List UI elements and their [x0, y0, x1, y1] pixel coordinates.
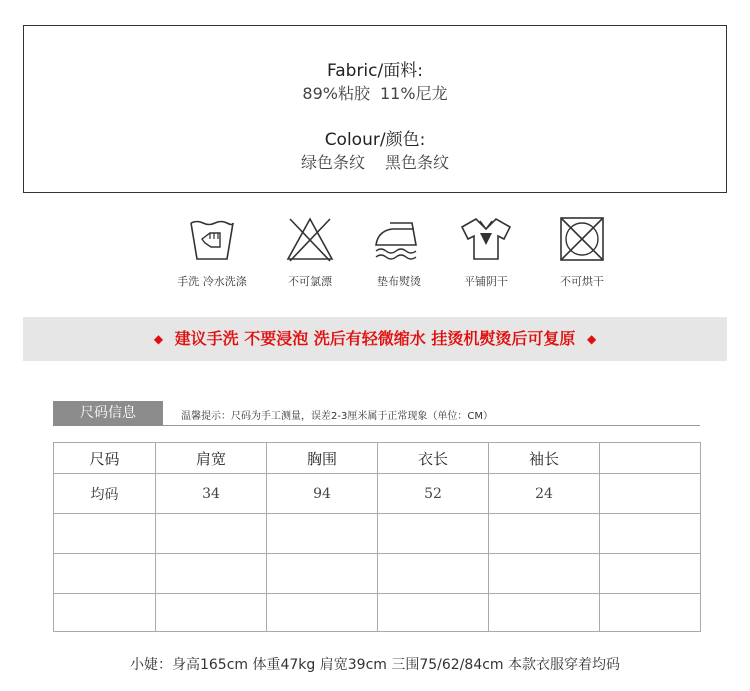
washing-notice-text: 建议手洗 不要浸泡 洗后有轻微缩水 挂烫机熨烫后可复原 [174, 329, 576, 348]
care-label-no-bleach: 不可氯漂 [288, 275, 332, 288]
no-tumble-dry-icon [557, 215, 607, 263]
table-cell [54, 594, 156, 632]
table-row [54, 554, 701, 594]
size-note: 温馨提示：尺码为手工测量，误差2-3厘米属于正常现象（单位：CM） [181, 411, 493, 422]
care-label-no-tumble-dry: 不可烘干 [560, 275, 604, 288]
table-cell: 34 [156, 474, 267, 514]
table-cell [600, 554, 701, 594]
table-cell: 24 [489, 474, 600, 514]
header-size: 尺码 [54, 443, 156, 474]
hand-wash-icon [187, 215, 237, 263]
colour-title: Colour/颜色: [324, 130, 426, 150]
table-cell [267, 594, 378, 632]
table-cell [54, 554, 156, 594]
care-label-flat-dry-shade: 平铺阴干 [464, 275, 508, 288]
table-cell [600, 514, 701, 554]
table-header-row [54, 443, 701, 474]
care-instructions [0, 215, 750, 295]
header-shoulder: 肩宽 [156, 443, 267, 474]
washing-notice [23, 317, 727, 361]
colour-value [24, 150, 726, 173]
header-empty [600, 443, 701, 474]
table-cell [267, 514, 378, 554]
care-item-hand-wash [162, 215, 262, 289]
fabric-value [24, 81, 726, 104]
table-cell [156, 594, 267, 632]
table-row [54, 594, 701, 632]
colour-value-black: 黑色条纹 [385, 153, 450, 172]
table-cell: 94 [267, 474, 378, 514]
care-item-flat-dry-shade [436, 215, 536, 289]
table-cell [156, 514, 267, 554]
care-item-no-bleach [260, 215, 360, 289]
table-cell: 52 [378, 474, 489, 514]
fabric-title: Fabric/面料: [327, 61, 423, 81]
table-row [54, 514, 701, 554]
fabric-info-box [23, 25, 727, 193]
table-cell [378, 514, 489, 554]
care-label-iron-with-cloth: 垫布熨烫 [377, 275, 421, 288]
flat-dry-shade-icon [458, 215, 514, 263]
table-cell: 均码 [54, 474, 156, 514]
table-cell [54, 514, 156, 554]
table-cell [378, 594, 489, 632]
iron-with-cloth-icon [372, 215, 426, 263]
header-sleeve: 袖长 [489, 443, 600, 474]
table-cell [489, 554, 600, 594]
care-item-no-tumble-dry [532, 215, 632, 289]
table-cell [489, 514, 600, 554]
size-table [53, 442, 701, 632]
no-bleach-icon [285, 215, 335, 263]
diamond-right-icon: ◆ [586, 332, 597, 346]
colour-value-green: 绿色条纹 [300, 153, 365, 172]
care-label-hand-wash: 手洗 冷水洗涤 [177, 275, 247, 288]
divider [163, 425, 700, 426]
table-cell [267, 554, 378, 594]
table-cell [489, 594, 600, 632]
table-row [54, 474, 701, 514]
fabric-value-nylon: 11%尼龙 [380, 84, 448, 103]
table-cell [378, 554, 489, 594]
diamond-left-icon: ◆ [153, 332, 164, 346]
size-info-tag: 尺码信息 [53, 401, 163, 426]
care-item-iron-with-cloth [349, 215, 449, 289]
header-chest: 胸围 [267, 443, 378, 474]
size-section-header [53, 401, 700, 426]
table-cell [156, 554, 267, 594]
fabric-value-viscose: 89%粘胶 [302, 84, 370, 103]
table-cell [600, 474, 701, 514]
model-info: 小婕：身高165cm 体重47kg 肩宽39cm 三围75/62/84cm 本款衣服穿着均码 [129, 657, 621, 673]
header-length: 衣长 [378, 443, 489, 474]
table-cell [600, 594, 701, 632]
